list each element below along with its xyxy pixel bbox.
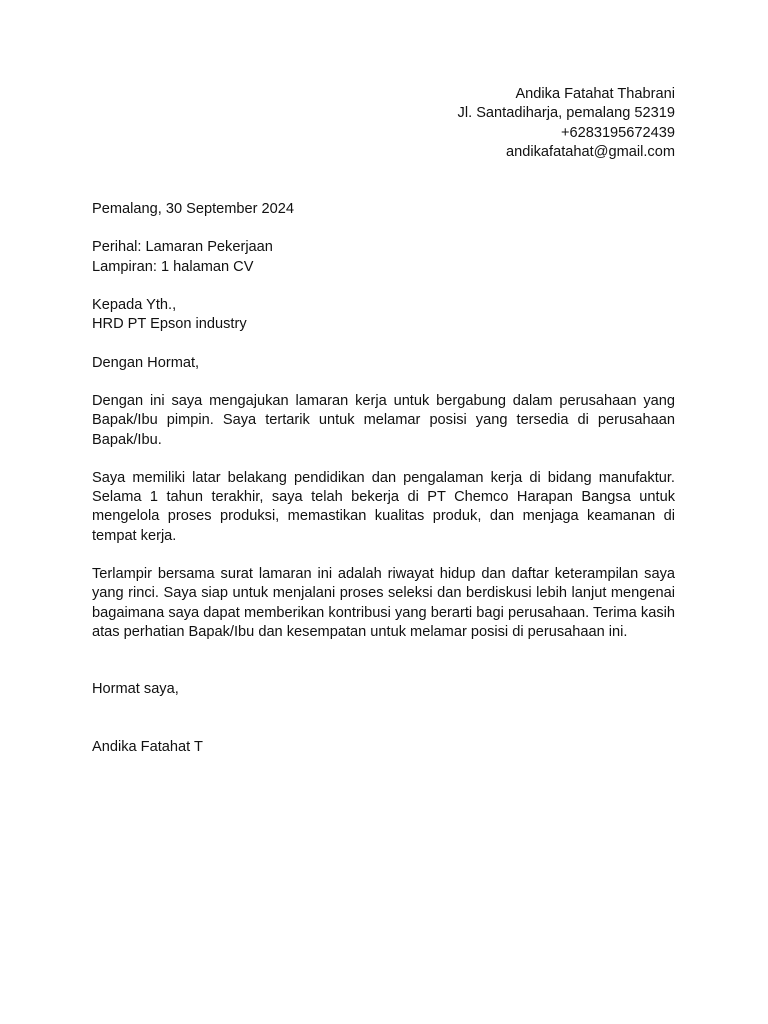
subject-lampiran: Lampiran: 1 halaman CV — [92, 258, 254, 275]
body-paragraph-1: Dengan ini saya mengajukan lamaran kerja untuk bergabung dalam perusahaan yang Bapak/Ibu pimpin. Saya tertarik untuk melamar posisi yang tersedia di perusahaan Bapak/Ibu. — [92, 392, 675, 448]
signature-name: Andika Fatahat T — [92, 738, 203, 755]
greeting: Dengan Hormat, — [92, 354, 200, 371]
body-paragraph-3: Terlampir bersama surat lamaran ini adalah riwayat hidup dan daftar keterampilan saya yang rinci. Saya siap untuk menjalani proses seleksi dan berdiskusi lebih lanjut mengenai bagaimana saya dapat memberikan kontribusi yang berarti bagi perusahaan. Terima kasih atas perhatian Bapak/Ibu dan kesempatan untuk melamar posisi di perusahaan ini. — [92, 566, 675, 640]
recipient-line1: Kepada Yth., — [92, 297, 177, 314]
subject-perihal: Perihal: Lamaran Pekerjaan — [92, 239, 273, 256]
sender-block — [92, 85, 675, 162]
closing: Hormat saya, — [92, 681, 179, 698]
recipient-block — [92, 296, 675, 335]
letter-page — [92, 85, 675, 757]
body-paragraph-2: Saya memiliki latar belakang pendidikan dan pengalaman kerja di bidang manufaktur. Selama 1 tahun terakhir, saya telah bekerja di PT Chemco Harapan Bangsa untuk mengelola proses produksi, memastikan kualitas produk, dan menjaga keamanan di tempat kerja. — [92, 469, 675, 544]
recipient-line2: HRD PT Epson industry — [92, 316, 247, 333]
sender-email: andikafatahat@gmail.com — [506, 143, 675, 160]
subject-block — [92, 238, 675, 277]
sender-phone: +6283195672439 — [560, 124, 675, 141]
sender-name: Andika Fatahat Thabrani — [515, 86, 675, 102]
sender-address: Jl. Santadiharja, pemalang 52319 — [457, 105, 675, 122]
letter-date: Pemalang, 30 September 2024 — [92, 201, 295, 218]
